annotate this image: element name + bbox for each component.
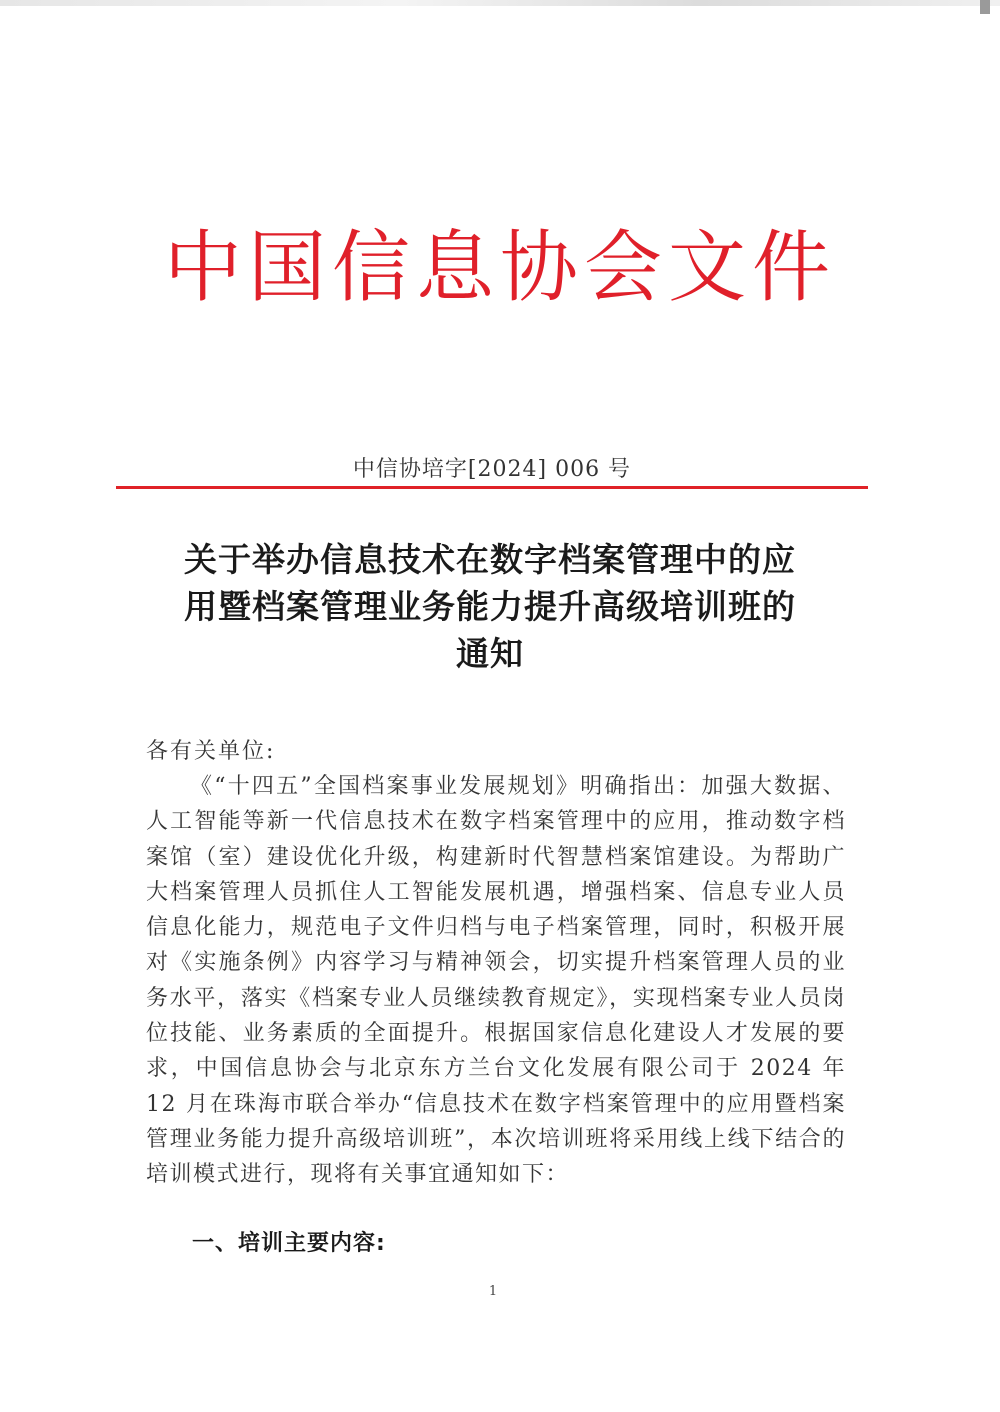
body-paragraph: 《“十四五”全国档案事业发展规划》明确指出：加强大数据、人工智能等新一代信息技术在数字档案管理中的应用，推动数字档案馆（室）建设优化升级，构建新时代智慧档案馆建设。为帮助广大档案管理人员抓住人工智能发展机遇，增强档案、信息专业人员信息化能力，规范电子文件归档与电子档案管理，同时，积极开展对《实施条例》内容学习与精神领会，切实提升档案管理人员的业务水平，落实《档案专业人员继续教育规定》，实现档案专业人员岗位技能、业务素质的全面提升。根据国家信息化建设人才发展的要求，中国信息协会与北京东方兰台文化发展有限公司于 2024 年 12 月在珠海市联合举办“信息技术在数字档案管理中的应用暨档案管理业务能力提升高级培训班”，本次培训班将采用线上线下结合的培训模式进行，现将有关事宜通知如下： <box>146 774 846 1188</box>
page-number: 1 <box>488 1284 498 1299</box>
section-heading: 一、培训主要内容: <box>192 1231 386 1256</box>
title-line-3: 通知 <box>456 634 524 673</box>
document-title <box>140 536 840 677</box>
red-divider-line <box>116 486 868 489</box>
title-line-1: 关于举办信息技术在数字档案管理中的应 <box>184 540 796 579</box>
document-number: 中信协培字[2024] 006 号 <box>352 457 632 482</box>
salutation: 各有关单位: <box>146 739 276 764</box>
scan-corner-mark <box>980 0 990 14</box>
title-line-2: 用暨档案管理业务能力提升高级培训班的 <box>184 587 796 626</box>
scan-edge-strip <box>0 0 1000 6</box>
document-masthead: 中国信息协会文件 <box>163 223 836 313</box>
